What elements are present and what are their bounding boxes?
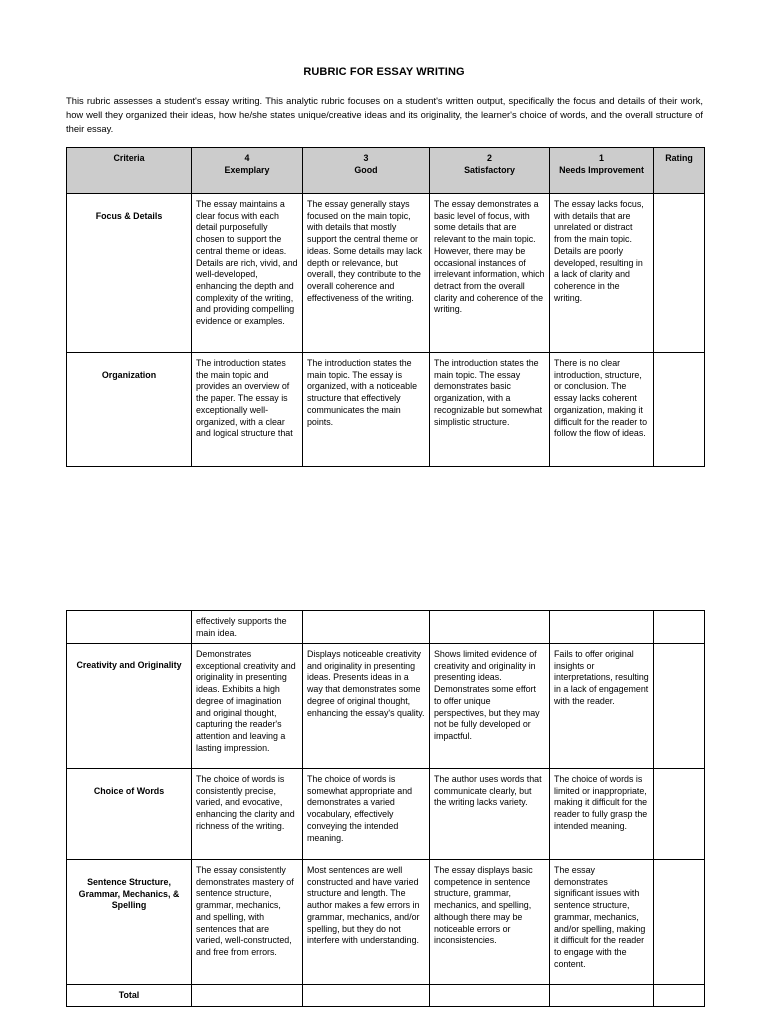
total-needs-improvement-cell — [550, 985, 654, 1007]
rubric-table-page-2 — [66, 610, 705, 1007]
table-row-creativity — [67, 644, 705, 769]
exemplary-cell: The essay consistently demonstrates mastery of sentence structure, grammar, mechanics, and spelling, with sentences that are varied, well-constructed, and free from errors. — [192, 860, 303, 985]
rating-cell[interactable] — [654, 353, 705, 467]
good-cell: The introduction states the main topic. The essay is organized, with a noticeable structure that effectively communicates the main points. — [303, 353, 430, 467]
needs-improvement-cell: There is no clear introduction, structure, or conclusion. The essay lacks coherent organization, making it difficult for the reader to follow the flow of ideas. — [550, 353, 654, 467]
criteria-cell: Choice of Words — [67, 769, 192, 860]
table-row-choice-of-words — [67, 769, 705, 860]
needs-improvement-cell: The essay lacks focus, with details that are unrelated or distract from the main topic. Details are poorly developed, resulting in a lack of clarity and coherence in the writing. — [550, 194, 654, 353]
rating-cell[interactable] — [654, 644, 705, 769]
criteria-cell: Sentence Structure, Grammar, Mechanics, & Spelling — [67, 860, 192, 985]
criteria-cell: Creativity and Originality — [67, 644, 192, 769]
rating-cell[interactable] — [654, 769, 705, 860]
rating-cell[interactable] — [654, 611, 705, 644]
total-satisfactory-cell — [430, 985, 550, 1007]
needs-improvement-cell — [550, 611, 654, 644]
header-satisfactory: 2 Satisfactory — [430, 148, 550, 194]
satisfactory-cell: Shows limited evidence of creativity and originality in presenting ideas. Demonstrates some effort to offer unique perspectives, but they may not be fully developed or impactful. — [430, 644, 550, 769]
total-exemplary-cell — [192, 985, 303, 1007]
exemplary-cell: The choice of words is consistently precise, varied, and evocative, enhancing the clarity and richness of the writing. — [192, 769, 303, 860]
rating-cell[interactable] — [654, 194, 705, 353]
satisfactory-cell: The author uses words that communicate clearly, but the writing lacks variety. — [430, 769, 550, 860]
good-cell: The choice of words is somewhat appropriate and demonstrates a varied vocabulary, effectively conveying the intended meaning. — [303, 769, 430, 860]
header-row — [67, 148, 705, 194]
header-needs-improvement: 1 Needs Improvement — [550, 148, 654, 194]
good-cell: Displays noticeable creativity and originality in presenting ideas. Presents ideas in a way that demonstrates some degree of original thought, enhancing the essay's quality. — [303, 644, 430, 769]
needs-improvement-cell: Fails to offer original insights or interpretations, resulting in a lack of engagement with the reader. — [550, 644, 654, 769]
needs-improvement-cell: The choice of words is limited or inappropriate, making it difficult for the reader to fully grasp the intended meaning. — [550, 769, 654, 860]
header-exemplary: 4 Exemplary — [192, 148, 303, 194]
exemplary-cell: effectively supports the main idea. — [192, 611, 303, 644]
table-row-total — [67, 985, 705, 1007]
intro-paragraph: This rubric assesses a student's essay writing. This analytic rubric focuses on a student's written output, specifically the focus and details of their work, how well they organized their ideas, how he/she states unique/creative ideas and its originality, the learner's choice of words, and the overall structure of their essay. — [66, 95, 703, 134]
rubric-table-page-1 — [66, 147, 705, 467]
table-row-sentence-structure — [67, 860, 705, 985]
good-cell: Most sentences are well constructed and have varied structure and length. The author makes a few errors in grammar, mechanics, and/or spelling, but they do not interfere with understanding. — [303, 860, 430, 985]
header-good: 3 Good — [303, 148, 430, 194]
satisfactory-cell — [430, 611, 550, 644]
total-good-cell — [303, 985, 430, 1007]
good-cell — [303, 611, 430, 644]
rating-cell[interactable] — [654, 860, 705, 985]
criteria-cell: Organization — [67, 353, 192, 467]
criteria-cell — [67, 611, 192, 644]
table-row-focus — [67, 194, 705, 353]
total-rating-cell[interactable] — [654, 985, 705, 1007]
exemplary-cell: The introduction states the main topic and provides an overview of the paper. The essay is exceptionally well-organized, with a clear and logical structure that — [192, 353, 303, 467]
table-row-organization — [67, 353, 705, 467]
table-row-organization-continued — [67, 611, 705, 644]
exemplary-cell: Demonstrates exceptional creativity and originality in presenting ideas. Exhibits a high degree of imagination and original thought, capturing the reader's attention and leaving a lasting impression. — [192, 644, 303, 769]
satisfactory-cell: The introduction states the main topic. The essay demonstrates basic organization, with a recognizable but somewhat simplistic structure. — [430, 353, 550, 467]
page-title: RUBRIC FOR ESSAY WRITING — [303, 66, 465, 78]
satisfactory-cell: The essay displays basic competence in sentence structure, grammar, mechanics, and spelling, although there may be noticeable errors or inconsistencies. — [430, 860, 550, 985]
satisfactory-cell: The essay demonstrates a basic level of focus, with some details that are relevant to the main topic. However, there may be occasional instances of irrelevant information, which detract from the overall clarity and coherence of the writing. — [430, 194, 550, 353]
total-label: Total — [67, 985, 192, 1007]
header-criteria: Criteria — [67, 148, 192, 194]
exemplary-cell: The essay maintains a clear focus with each detail purposefully chosen to support the central theme or ideas. Details are rich, vivid, and well-developed, enhancing the depth and complexity of the writing, and providing compelling evidence or examples. — [192, 194, 303, 353]
criteria-cell: Focus & Details — [67, 194, 192, 353]
header-rating: Rating — [654, 148, 705, 194]
needs-improvement-cell: The essay demonstrates significant issues with sentence structure, grammar, mechanics, and/or spelling, making it difficult for the reader to engage with the content. — [550, 860, 654, 985]
good-cell: The essay generally stays focused on the main topic, with details that mostly support the central theme or ideas. Some details may lack depth or relevance, but overall, they contribute to the overall coherence and effectiveness of the writing. — [303, 194, 430, 353]
